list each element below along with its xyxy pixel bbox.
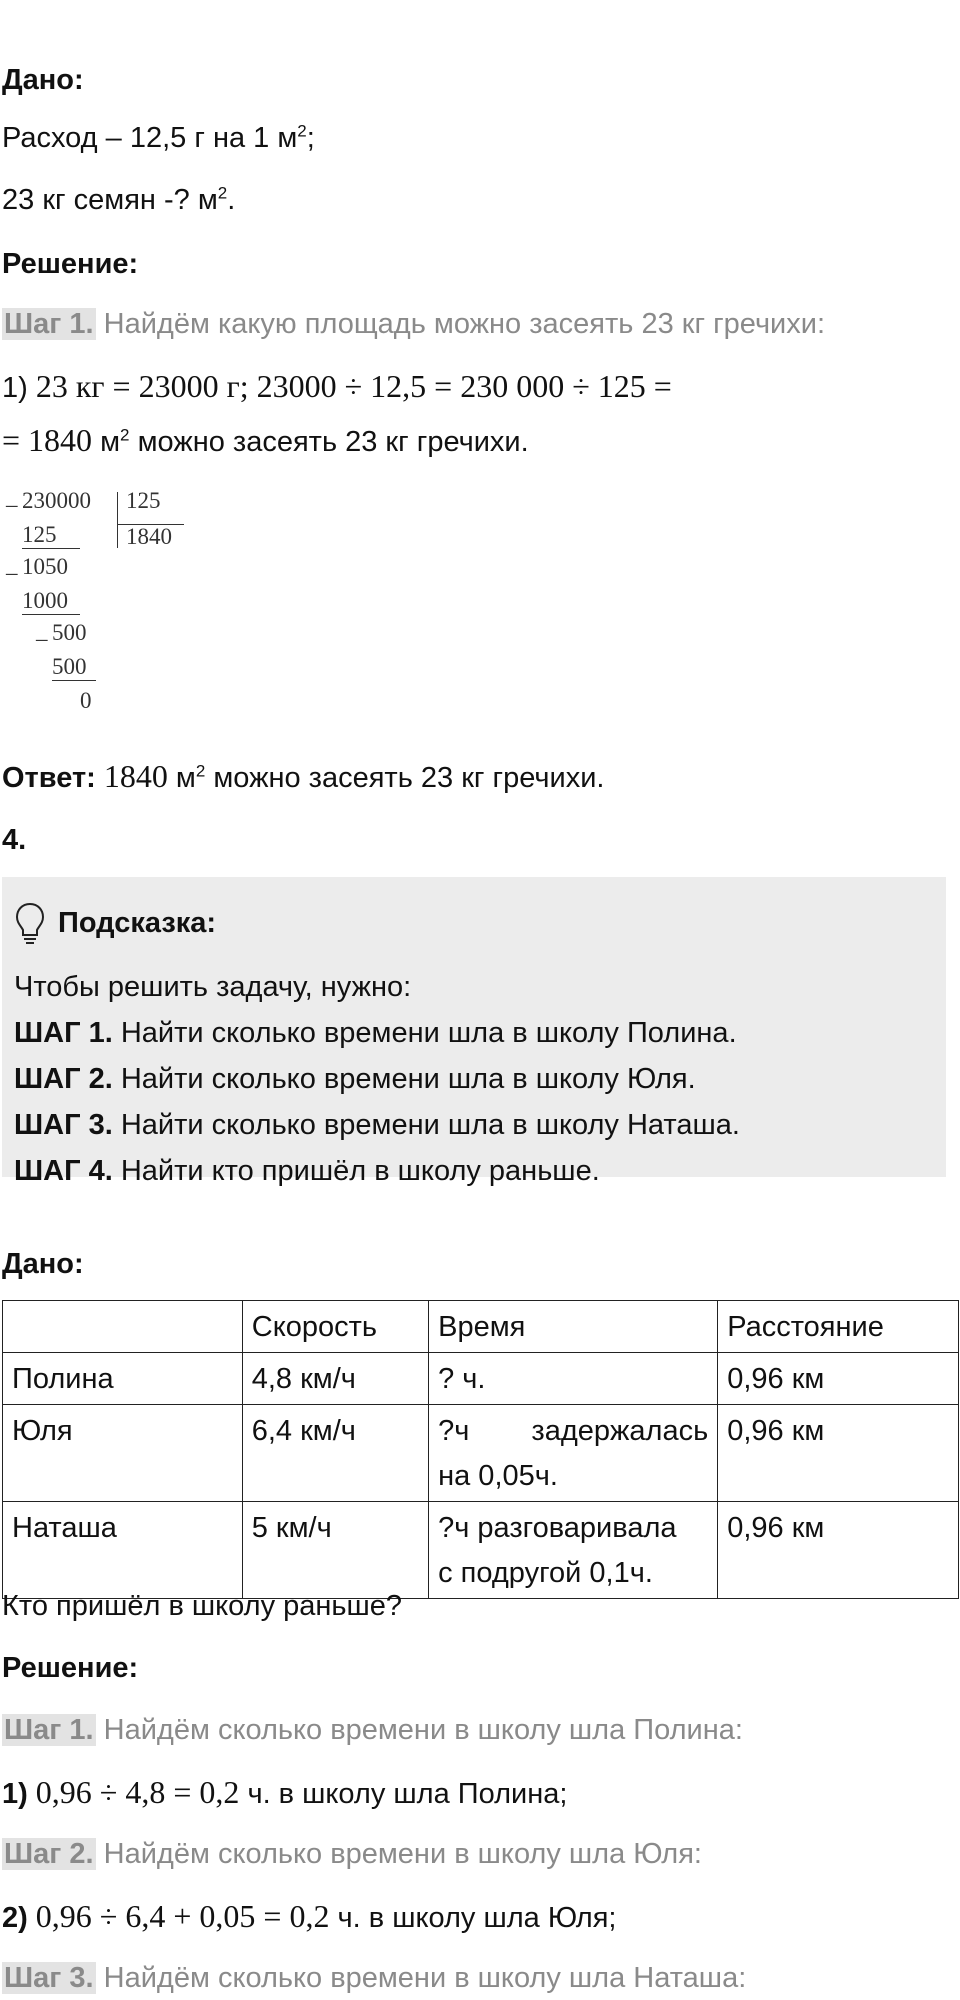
- hint-step: [14, 1015, 737, 1051]
- calc-text: ч. в школу шла Юля;: [329, 1902, 617, 1934]
- given-heading: Дано:: [2, 64, 84, 96]
- solution-heading-2: Решение:: [2, 1652, 139, 1684]
- time-part: ?ч: [438, 1415, 470, 1447]
- superscript: 2: [195, 761, 206, 781]
- table-cell-name: Полина: [3, 1353, 243, 1405]
- minus-sign: –: [6, 560, 18, 585]
- long-division: [0, 488, 200, 728]
- table-cell-speed: 4,8 км/ч: [242, 1353, 428, 1405]
- given-consumption: [2, 120, 315, 156]
- table-row: [3, 1353, 959, 1405]
- step-1-heading-2: [2, 1712, 743, 1748]
- calc-formula: 0,96 ÷ 6,4 + 0,05 = 0,2: [27, 1898, 330, 1934]
- unit: м: [167, 762, 196, 794]
- minus-sign: –: [36, 626, 48, 651]
- table-cell-distance: 0,96 км: [718, 1405, 959, 1502]
- calc-label: 1): [2, 1778, 28, 1810]
- hint-step-text: Найти сколько времени шла в школу Наташа.: [112, 1109, 740, 1141]
- hint-step-label: ШАГ 4.: [14, 1155, 113, 1187]
- given-heading-2: Дано:: [2, 1248, 84, 1280]
- lightbulb-icon: [14, 901, 46, 945]
- superscript: 2: [120, 425, 130, 445]
- remainder-row: 500: [52, 620, 87, 645]
- answer-value: 1840: [95, 758, 168, 794]
- calc-result: = 1840: [2, 422, 93, 458]
- table-cell-time: ? ч.: [429, 1353, 718, 1405]
- superscript: 2: [297, 121, 307, 141]
- table-header-cell: Время: [429, 1301, 718, 1353]
- step-label: Шаг 2.: [4, 1838, 94, 1870]
- answer-line: [2, 758, 604, 796]
- hint-step: [14, 1153, 600, 1189]
- task-number: 4.: [2, 824, 27, 856]
- step-1-heading: [2, 306, 825, 342]
- calc-prefix: 1): [2, 372, 36, 404]
- calc-formula: 0,96 ÷ 4,8 = 0,2: [27, 1774, 240, 1810]
- calc-text: ч. в школу шла Полина;: [239, 1778, 568, 1810]
- calc-label: 2): [2, 1902, 28, 1934]
- answer-text: можно засеять 23 кг гречихи.: [205, 762, 605, 794]
- table-cell-name: Юля: [3, 1405, 243, 1502]
- hint-step: [14, 1061, 696, 1097]
- step-label: Шаг 1.: [4, 1714, 94, 1746]
- given-consumption-text: Расход – 12,5 г на 1 м: [2, 122, 298, 154]
- subtract-row: 500: [52, 654, 96, 681]
- table-cell-time: [429, 1405, 718, 1502]
- calculation-1: [2, 1774, 567, 1812]
- calc-formula: 23 кг = 23000 г; 23000 ÷ 12,5 = 230 000 ÷ 125 =: [35, 368, 672, 404]
- hint-step-label: ШАГ 2.: [14, 1063, 113, 1095]
- unit: м: [92, 426, 121, 458]
- table-header-cell: [3, 1301, 243, 1353]
- superscript: 2: [217, 183, 228, 203]
- given-seeds: [2, 182, 235, 218]
- table-row: [3, 1405, 959, 1502]
- table-cell-distance: 0,96 км: [718, 1353, 959, 1405]
- subtract-row: 1000: [22, 588, 80, 615]
- table-header-row: [3, 1301, 959, 1353]
- hint-step-label: ШАГ 1.: [14, 1017, 113, 1049]
- hint-title: Подсказка:: [58, 907, 217, 939]
- calculation-line-2: [2, 422, 529, 460]
- table-cell-name: Наташа: [3, 1502, 243, 1599]
- subtract-row: 125: [22, 522, 80, 549]
- time-line-1: ?ч разговаривала: [438, 1512, 677, 1544]
- time-line-2: с подругой 0,1ч.: [438, 1557, 653, 1589]
- hint-intro: Чтобы решить задачу, нужно:: [14, 971, 412, 1003]
- hint-step-text: Найти сколько времени шла в школу Полина.: [112, 1017, 737, 1049]
- time-line-2: на 0,05ч.: [438, 1460, 558, 1492]
- table-header-cell: Скорость: [242, 1301, 428, 1353]
- hint-step-text: Найти сколько времени шла в школу Юля.: [112, 1063, 696, 1095]
- table-header-cell: Расстояние: [718, 1301, 959, 1353]
- time-line-1: [438, 1409, 708, 1454]
- question-text: Кто пришёл в школу раньше?: [2, 1590, 403, 1622]
- calculation-2: [2, 1898, 617, 1936]
- time-part: задержалась: [531, 1415, 709, 1447]
- hint-step-text: Найти кто пришёл в школу раньше.: [112, 1155, 600, 1187]
- dividend: 230000: [22, 488, 91, 513]
- punctuation: .: [227, 184, 236, 216]
- table-cell-time: [429, 1502, 718, 1599]
- step-text: Найдём сколько времени в школу шла Полина:: [95, 1714, 743, 1746]
- calc-text: можно засеять 23 кг гречихи.: [129, 426, 529, 458]
- hint-step-label: ШАГ 3.: [14, 1109, 113, 1141]
- solution-heading: Решение:: [2, 248, 139, 280]
- step-text: Найдём какую площадь можно засеять 23 кг гречихи:: [95, 308, 826, 340]
- answer-label: Ответ:: [2, 762, 96, 794]
- remainder-row: 1050: [22, 554, 68, 579]
- final-remainder: 0: [80, 688, 92, 713]
- given-table: [2, 1300, 959, 1599]
- given-seeds-text: 23 кг семян -? м: [2, 184, 218, 216]
- step-text: Найдём сколько времени в школу шла Наташа:: [95, 1962, 747, 1994]
- step-3-heading: [2, 1960, 746, 1996]
- step-label: Шаг 1.: [4, 308, 94, 340]
- hint-step: [14, 1107, 740, 1143]
- calculation-line-1: [2, 368, 672, 406]
- divisor: 125: [126, 488, 161, 513]
- step-2-heading: [2, 1836, 702, 1872]
- minus-sign: –: [6, 492, 18, 517]
- punctuation: ;: [306, 122, 315, 154]
- quotient: 1840: [126, 524, 172, 549]
- table-cell-speed: 5 км/ч: [242, 1502, 428, 1599]
- table-row: [3, 1502, 959, 1599]
- step-label: Шаг 3.: [4, 1962, 94, 1994]
- step-text: Найдём сколько времени в школу шла Юля:: [95, 1838, 702, 1870]
- hint-box: [2, 877, 946, 1187]
- division-bracket: [117, 492, 118, 548]
- table-cell-speed: 6,4 км/ч: [242, 1405, 428, 1502]
- table-cell-distance: 0,96 км: [718, 1502, 959, 1599]
